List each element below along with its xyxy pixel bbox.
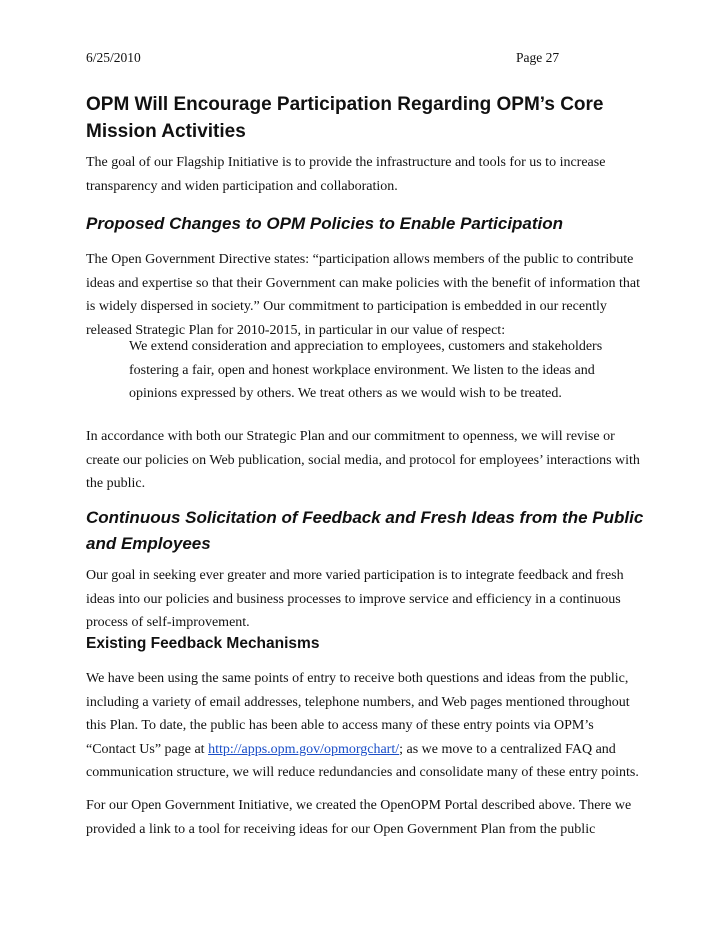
- feedback-mechanisms-heading: Existing Feedback Mechanisms: [86, 635, 320, 652]
- intro-paragraph: The goal of our Flagship Initiative is to provide the infrastructure and tools for us to increase transparency and widen participation and collaboration.: [86, 155, 606, 194]
- feedback-text-before-link: We have been using the same points of entry to receive both questions and ideas from the public, including a variety of email addresses, telephone numbers, and Web pages mentioned throughout this Plan. To date, the public has been able to access many of these entry points via OPM’s “Contact Us” page at: [86, 671, 630, 757]
- feedback-mechanisms-paragraph: [86, 667, 646, 785]
- strategic-plan-quote: We extend consideration and appreciation to employees, customers and stakeholders fostering a fair, open and honest workplace environment. We listen to the ideas and opinions expressed by others. We treat others as we would wish to be treated.: [129, 339, 603, 402]
- page-header: [86, 50, 646, 70]
- section1-heading: Proposed Changes to OPM Policies to Enable Participation: [86, 214, 564, 233]
- feedback-text-after-link: ; as we move to a centralized FAQ and communication structure, we will reduce redundancies and consolidate many of these entry points.: [86, 741, 639, 781]
- section2-heading: Continuous Solicitation of Feedback and Fresh Ideas from the Public and Employees: [86, 508, 644, 553]
- section2-paragraph: Our goal in seeking ever greater and more varied participation is to integrate feedback and fresh ideas into our policies and business processes to improve service and efficiency in a continuous process of self-improvement.: [86, 568, 624, 631]
- openopm-portal-paragraph: For our Open Government Initiative, we created the OpenOPM Portal described above. There we provided a link to a tool for receiving ideas for our Open Government Plan from the public: [86, 798, 632, 837]
- contact-us-link[interactable]: http://apps.opm.gov/opmorgchart/: [208, 741, 400, 757]
- section1-paragraph: The Open Government Directive states: “participation allows members of the public to contribute ideas and expertise so that their Government can make policies with the benefit of information that is widely dispersed in society.” Our commitment to participation is embedded in our recently released Strategic Plan for 2010-2015, in particular in our value of respect:: [86, 252, 640, 338]
- section1-closing-paragraph: In accordance with both our Strategic Plan and our commitment to openness, we will revise or create our policies on Web publication, social media, and protocol for employees’ interactions with the public.: [86, 429, 640, 492]
- header-page-number: Page 27: [516, 50, 560, 65]
- page-title: OPM Will Encourage Participation Regarding OPM’s Core Mission Activities: [86, 94, 604, 142]
- header-date: 6/25/2010: [86, 50, 141, 65]
